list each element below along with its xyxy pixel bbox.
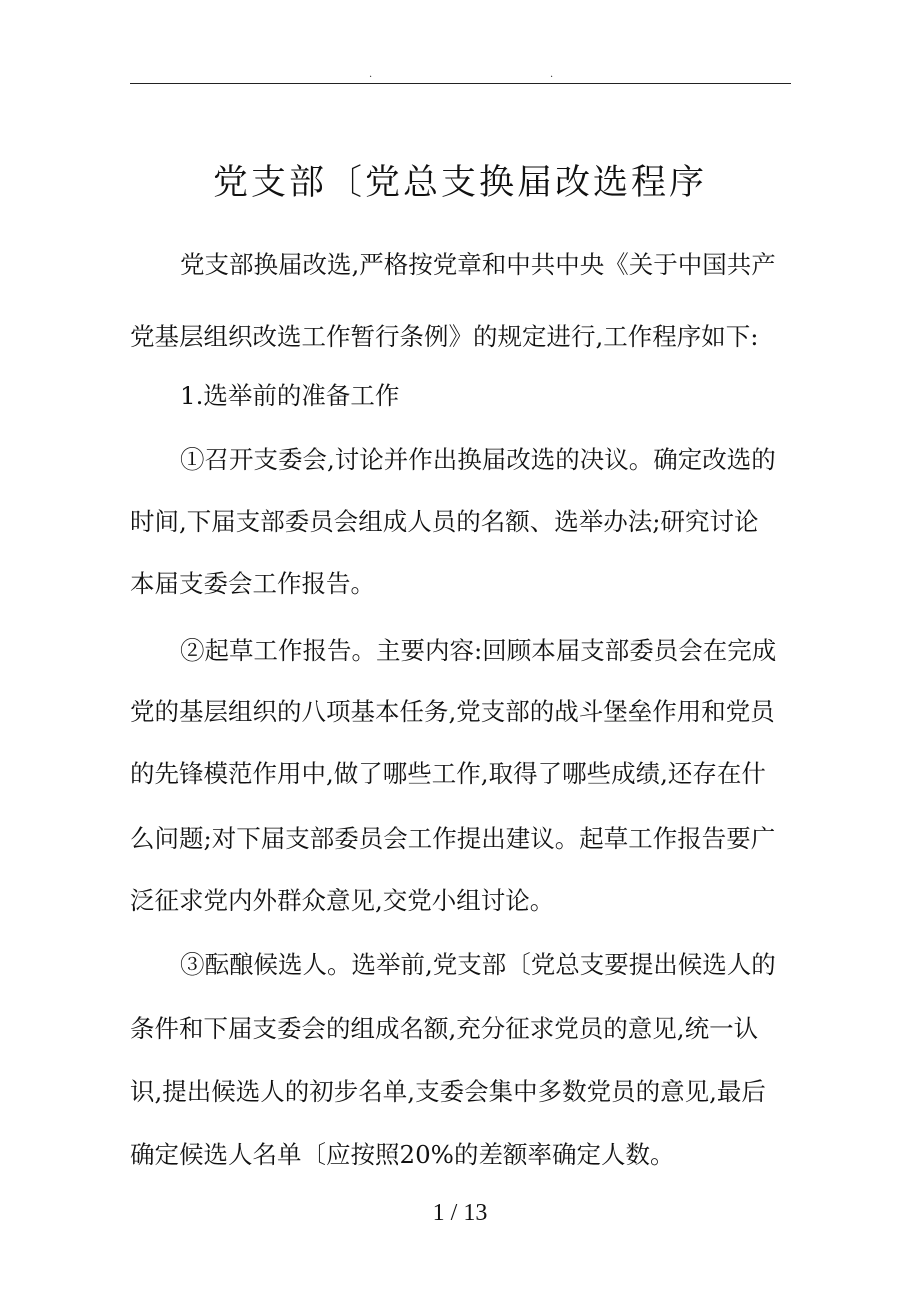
header-rule — [130, 83, 791, 84]
item-3-line-3: 识,提出候选人的初步名单,支委会集中多数党员的意见,最后 — [130, 1077, 766, 1106]
header-dot-right: . — [550, 69, 554, 80]
item-1-line-3: 本届支委会工作报告。 — [130, 569, 375, 598]
item-3-line-1: ③酝酿候选人。选举前,党支部〔党总支要提出候选人的 — [180, 950, 776, 979]
item-2-line-3: 的先锋模范作用中,做了哪些工作,取得了哪些成绩,还存在什 — [130, 759, 766, 788]
item-2-line-5: 泛征求党内外群众意见,交党小组讨论。 — [130, 886, 555, 915]
item-1-line-1: ①召开支委会,讨论并作出换届改选的决议。确定改选的 — [180, 445, 776, 474]
section-heading-1: 1.选举前的准备工作 — [180, 381, 400, 410]
item-2-line-2: 党的基层组织的八项基本任务,党支部的战斗堡垒作用和党员 — [130, 697, 775, 726]
item-1-line-2: 时间,下届支部委员会组成人员的名额、选举办法;研究讨论 — [130, 507, 759, 536]
paragraph-intro-line-1: 党支部换届改选,严格按党章和中共中央《关于中国共产 — [180, 250, 776, 279]
paragraph-intro-line-2: 党基层组织改选工作暂行条例》的规定进行,工作程序如下: — [130, 322, 759, 351]
item-3-line-4: 确定候选人名单〔应按照20%的差额率确定人数。 — [130, 1140, 675, 1169]
document-title: 党支部〔党总支换届改选程序 — [212, 163, 707, 203]
item-3-line-2: 条件和下届支委会的组成名额,充分征求党员的意见,统一认 — [130, 1014, 759, 1043]
item-2-line-4: 么问题;对下届支部委员会工作提出建议。起草工作报告要广 — [130, 824, 776, 853]
item-2-line-1: ②起草工作报告。主要内容:回顾本届支部委员会在完成 — [180, 636, 777, 665]
header-dot-left: . — [369, 69, 373, 80]
page-number: 1 / 13 — [432, 1200, 488, 1226]
